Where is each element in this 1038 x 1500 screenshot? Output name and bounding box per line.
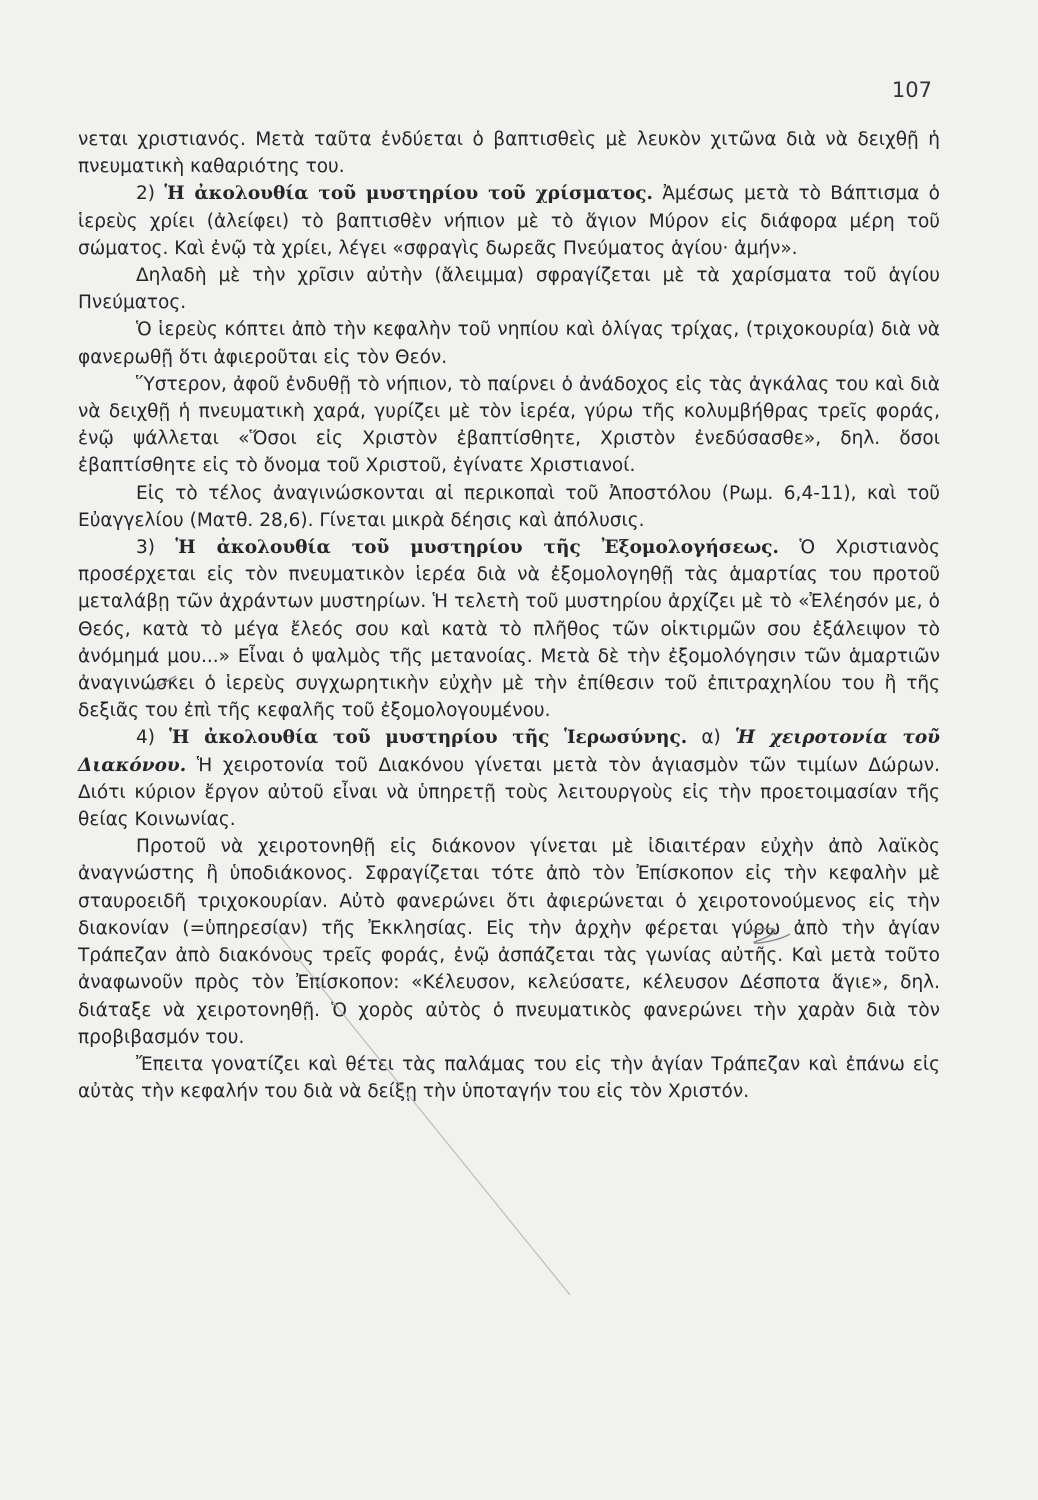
section-heading-chrism: Ἡ ἀκολουθία τοῦ μυστηρίου τοῦ χρίσματος.: [164, 183, 653, 205]
subsection-heading-deacon: Ἡ χειροτονία τοῦ Διακόνου.: [78, 727, 940, 776]
section-number: 4): [136, 727, 170, 749]
paragraph-readings: Εἰς τὸ τέλος ἀναγινώσκονται αἱ περικοπαὶ τοῦ Ἀποστόλου (Ρωμ. 6,4-11), καὶ τοῦ Εὐαγγελίου (Ματθ. 28,6). Γίνεται μικρὰ δέησις καὶ ἀπόλυσις.: [78, 482, 940, 531]
paragraph-baptism-end: νεται χριστιανός. Μετὰ ταῦτα ἐνδύεται ὁ βαπτισθεὶς μὲ λευκὸν χιτῶνα διὰ νὰ δειχθῇ ἡ πνευματικὴ καθαριότης του.: [78, 129, 940, 178]
page-number: 107: [891, 78, 932, 102]
section-heading-priesthood: Ἡ ἀκολουθία τοῦ μυστηρίου τῆς Ἱερωσύνης.: [169, 727, 688, 749]
paragraph-kneeling: Ἔπειτα γονατίζει καὶ θέτει τὰς παλάμας του εἰς τὴν ἁγίαν Τράπεζαν καὶ ἐπάνω εἰς αὐτὰς τὴν κεφαλήν του διὰ νὰ δείξῃ τὴν ὑποταγήν του εἰς τὸν Χριστόν.: [78, 1053, 940, 1103]
paragraph-godparent: Ὕστερον, ἀφοῦ ἐνδυθῇ τὸ νήπιον, τὸ παίρνει ὁ ἀνάδοχος εἰς τὰς ἀγκάλας του καὶ διὰ νὰ δειχθῇ ἡ πνευματικὴ χαρά, γυρίζει μὲ τὸν ἱερέα, γύρω τῆς κολυμβήθρας τρεῖς φοράς, ἐνῷ ψάλλεται «Ὅσοι εἰς Χριστὸν ἐβαπτίσθητε, Χριστὸν ἐνεδύσασθε», δηλ. ὅσοι ἐβαπτίσθητε εἰς τὸ ὄνομα τοῦ Χριστοῦ, ἐγίνατε Χριστιανοί.: [78, 373, 940, 477]
paragraph-text: Ἡ χειροτονία τοῦ Διακόνου γίνεται μετὰ τὸν ἁγιασμὸν τῶν τιμίων Δώρων. Διότι κύριον ἔργον αὐτοῦ εἶναι νὰ ὑπηρετῇ τοὺς λειτουργοὺς εἰς τὴν προετοιμασίαν τῆς θείας Κοινωνίας.: [78, 754, 940, 831]
paragraph-tonsure: Ὁ ἱερεὺς κόπτει ἀπὸ τὴν κεφαλὴν τοῦ νηπίου καὶ ὀλίγας τρίχας, (τριχοκουρία) διὰ νὰ φανερωθῇ ὅτι ἀφιεροῦται εἰς τὸν Θεόν.: [78, 319, 940, 368]
paragraph-chrism: [78, 180, 940, 262]
paragraph-confession: [78, 534, 940, 724]
body-text: [78, 126, 940, 1105]
paragraph-text: Ἀμέσως μετὰ τὸ Βάπτισμα ὁ ἱερεὺς χρίει (ἀλείφει) τὸ βαπτισθὲν νήπιον μὲ τὸ ἅγιον Μύρον εἰς διάφορα μέρη τοῦ σώματος. Καὶ ἐνῷ τὰ χρίει, λέγει «σφραγὶς δωρεᾶς Πνεύματος ἁγίου· ἀμήν».: [78, 183, 940, 259]
paragraph-anointing: Δηλαδὴ μὲ τὴν χρῖσιν αὐτὴν (ἄλειμμα) σφραγίζεται μὲ τὰ χαρίσματα τοῦ ἁγίου Πνεύματος.: [78, 265, 940, 314]
paragraph-text: Ὁ Χριστιανὸς προσέρχεται εἰς τὸν πνευματικὸν ἱερέα διὰ νὰ ἐξομολογηθῇ τὰς ἁμαρτίας του προτοῦ μεταλάβῃ τῶν ἀχράντων μυστηρίων. Ἡ τελετὴ τοῦ μυστηρίου ἀρχίζει μὲ τὸ «Ἐλέησόν με, ὁ Θεός, κατὰ τὸ μέγα ἔλεός σου καὶ κατὰ τὸ πλῆθος τῶν οἰκτιρμῶν σου ἐξάλειψον τὸ ἀνόμημά μου...» Εἶναι ὁ ψαλμὸς τῆς μετανοίας. Μετὰ δὲ τὴν ἐξομολόγησιν τῶν ἁμαρτιῶν ἀναγινώσκει ὁ ἱερεὺς συγχωρητικὴν εὐχὴν μὲ τὴν ἐπίθεσιν τοῦ ἐπιτραχηλίου του ἢ τῆς δεξιᾶς του ἐπὶ τῆς κεφαλῆς τοῦ ἐξομολογουμένου.: [78, 537, 940, 722]
paragraph-ordination: Προτοῦ νὰ χειροτονηθῇ εἰς διάκονον γίνεται μὲ ἰδιαιτέραν εὐχὴν ἀπὸ λαϊκὸς ἀναγνώστης ἢ ὑποδιάκονος. Σφραγίζεται τότε ἀπὸ τὸν Ἐπίσκοπον εἰς τὴν κεφαλὴν μὲ σταυροειδῆ τριχοκουρίαν. Αὐτὸ φανερώνει ὅτι ἀφιερώνεται ὁ χειροτονούμενος εἰς τὴν διακονίαν (=ὑπηρεσίαν) τῆς Ἐκκλησίας. Εἰς τὴν ἀρχὴν φέρεται γύρω ἀπὸ τὴν ἁγίαν Τράπεζαν ἀπὸ διακόνους τρεῖς φοράς, ἐνῷ ἀσπάζεται τὰς γωνίας αὐτῆς. Καὶ μετὰ τοῦτο ἀναφωνοῦν πρὸς τὸν Ἐπίσκοπον: «Κέλευσον, κελεύσατε, κέλευσον Δέσποτα ἅγιε», δηλ. διάταξε νὰ χειροτονηθῇ. Ὁ χορὸς αὐτὸς ὁ πνευματικὸς φανερώνει τὴν χαρὰν διὰ τὸν προβιβασμόν του.: [78, 836, 940, 1048]
paragraph-priesthood: [78, 724, 940, 833]
section-number: 2): [136, 183, 165, 205]
section-heading-confession: Ἡ ἀκολουθία τοῦ μυστηρίου τῆς Ἐξομολογήσεως.: [175, 537, 779, 559]
section-number: 3): [136, 537, 176, 559]
subsection-label: α): [687, 727, 735, 749]
